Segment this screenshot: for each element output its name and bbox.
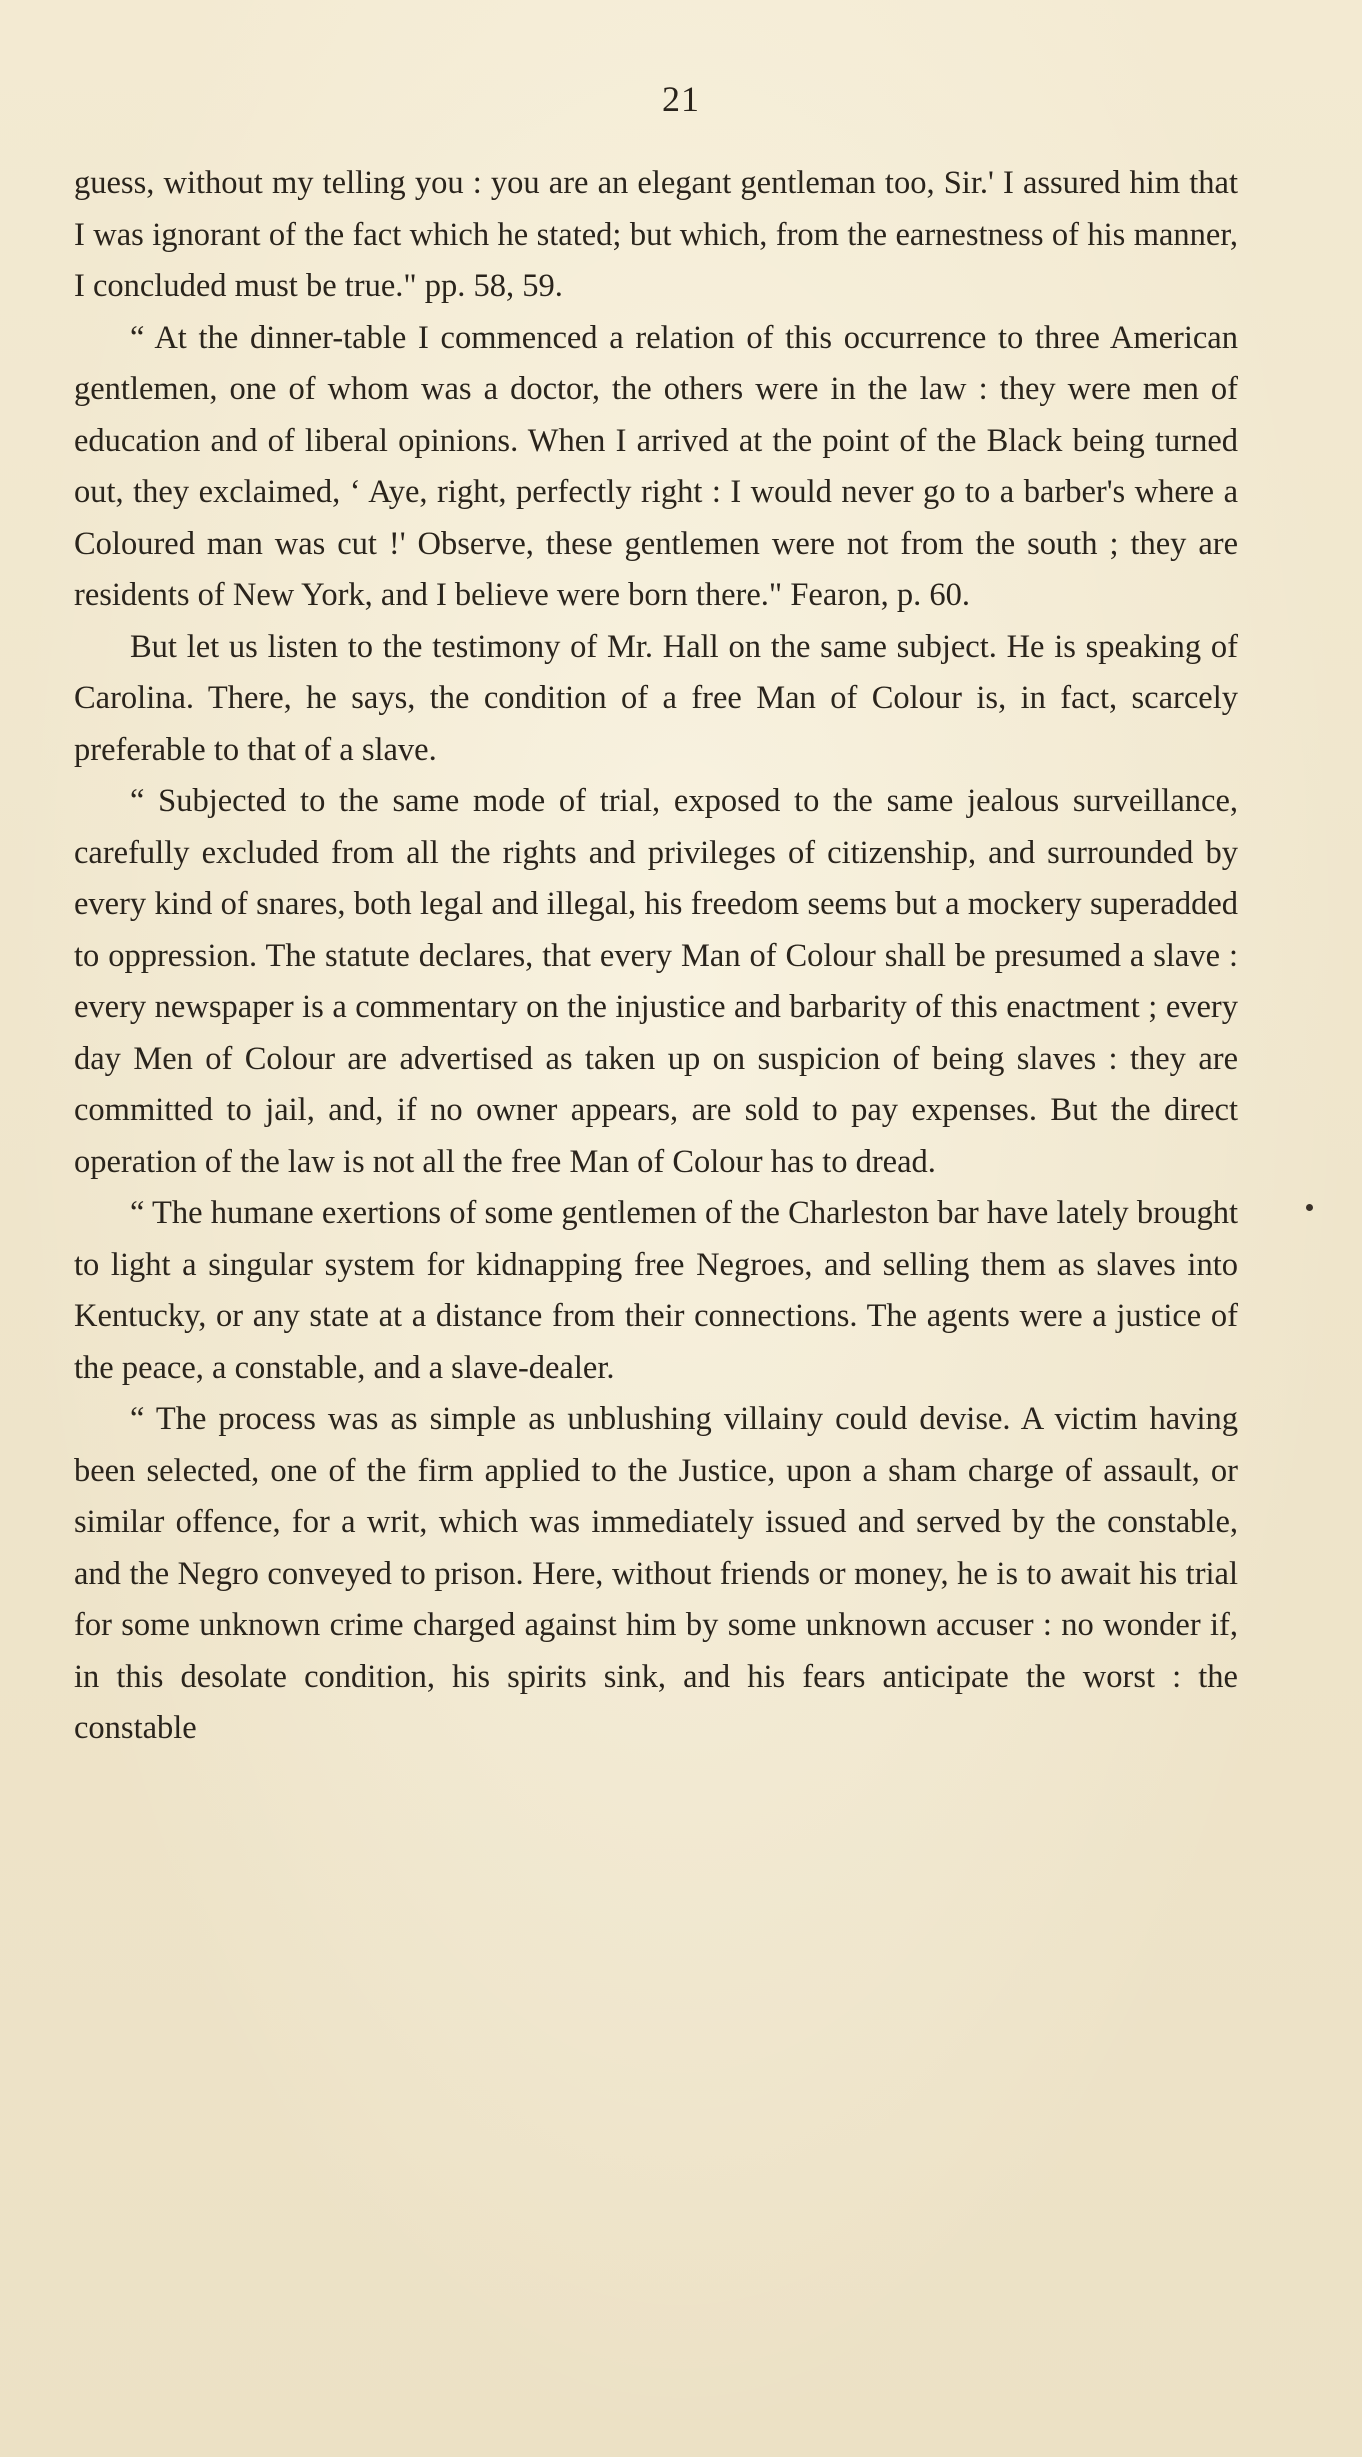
paragraph-dinner-table: “ At the dinner-table I commenced a relation of this occurrence to three American gentlemen, one of whom was a doctor, the others were in the law : they were men of education and of liberal opinions. When I arrived at the point of the Black being turned out, they exclaimed, ‘ Aye, right, perfectly right : I would never go to a barber's where a Coloured man was cut !' Observe, these gentlemen were not from the south ; they are residents of New York, and I believe were born there." Fearon, p. 60. xyxy=(74,319,1238,613)
paragraph-subjected: “ Subjected to the same mode of trial, exposed to the same jealous surveillance, carefully excluded from all the rights and privileges of citizenship, and surrounded by every kind of snares, both legal and illegal, his freedom seems but a mockery superadded to oppression. The statute declares, that every Man of Colour shall be presumed a slave : every newspaper is a commentary on the injustice and barbarity of this enactment ; every day Men of Colour are advertised as taken up on suspicion of being slaves : they are committed to jail, and, if no owner appears, are sold to pay expenses. But the direct operation of the law is not all the free Man of Colour has to dread. xyxy=(74,783,1238,1180)
paragraph-continuation: guess, without my telling you : you are an elegant gentleman too, Sir.' I assured him that I was ignorant of the fact which he stated; but which, from the earnestness of his manner, I concluded must be true." pp. 58, 59. xyxy=(74,165,1238,304)
paragraph-mr-hall: But let us listen to the testimony of Mr. Hall on the same subject. He is speaking of Carolina. There, he says, the condition of a free Man of Colour is, in fact, scarcely preferable to that of a slave. xyxy=(74,628,1238,768)
body-text xyxy=(74,158,1238,1755)
page-number: 21 xyxy=(662,79,700,119)
paragraph-process: “ The process was as simple as unblushing villainy could devise. A victim having been selected, one of the firm applied to the Justice, upon a sham charge of assault, or similar offence, for a writ, which was immediately issued and served by the constable, and the Negro conveyed to prison. Here, without friends or money, he is to await his trial for some unknown crime charged against him by some unknown accuser : no wonder if, in this desolate condition, his spirits sink, and his fears anticipate the worst : the constable xyxy=(74,1401,1238,1746)
paragraph-humane-exertions: “ The humane exertions of some gentlemen of the Charleston bar have lately brought to light a singular system for kidnapping free Negroes, and selling them as slaves into Kentucky, or any state at a distance from their connections. The agents were a justice of the peace, a constable, and a slave-dealer. xyxy=(74,1195,1238,1386)
ink-speck xyxy=(1306,1204,1313,1211)
